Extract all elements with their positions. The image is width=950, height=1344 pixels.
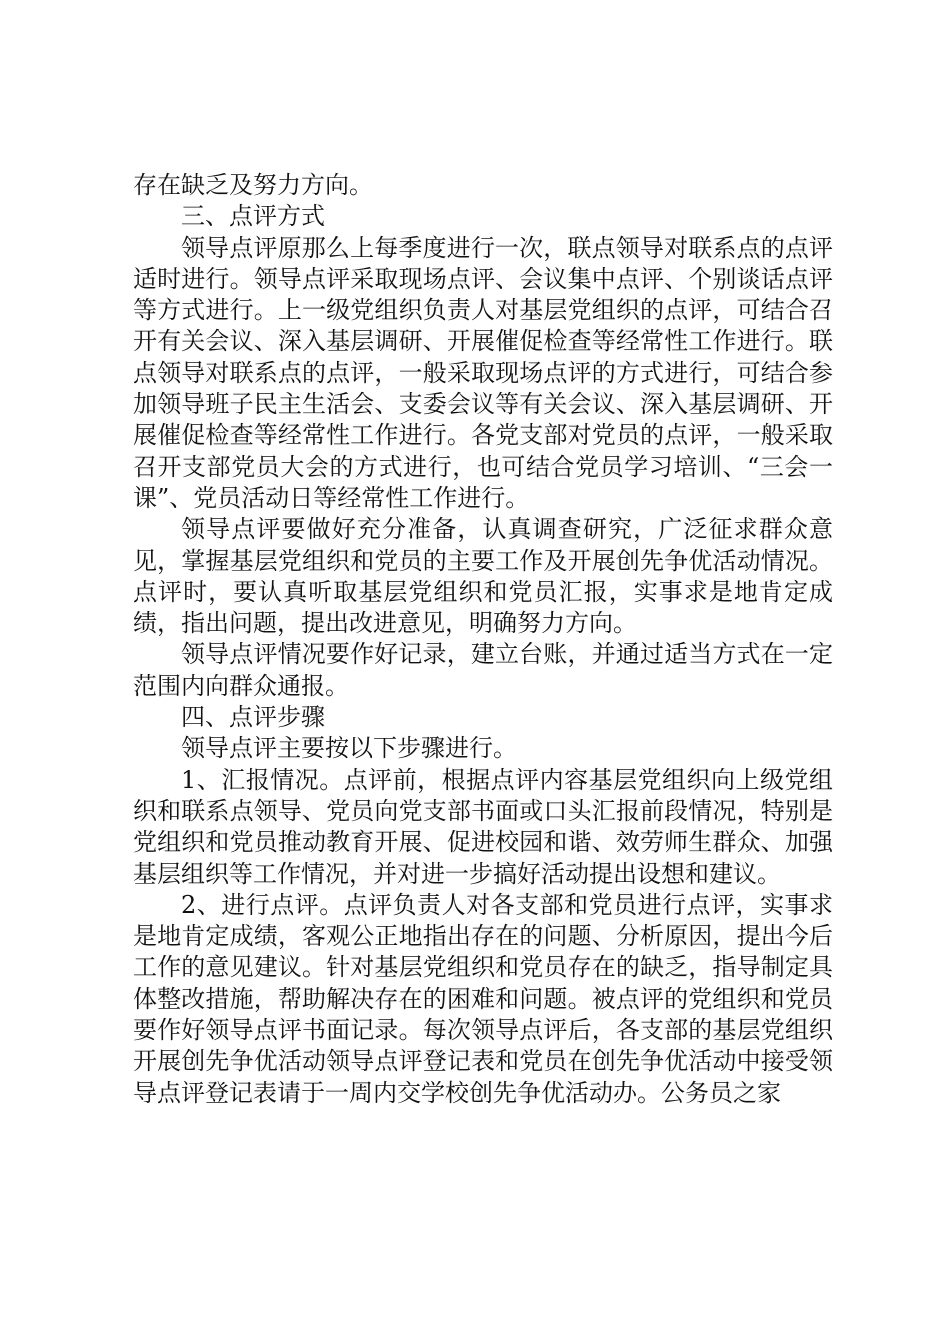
paragraph-steps-intro: 领导点评主要按以下步骤进行。 — [181, 734, 517, 763]
paragraph-continuation: 存在缺乏及努力方向。 — [133, 171, 373, 199]
section-heading-review-steps: 四、点评步骤 — [181, 703, 325, 732]
paragraph-review-records: 领导点评情况要作好记录，建立台账，并通过适当方式在一定范围内向群众通报。 — [133, 640, 833, 700]
section-heading-review-method: 三、点评方式 — [181, 202, 325, 231]
paragraph-review-preparation: 领导点评要做好充分准备，认真调查研究，广泛征求群众意见，掌握基层党组织和党员的主要工作及开展创先争优活动情况。点评时，要认真听取基层党组织和党员汇报，实事求是地肯定成绩，指出问题，提出改进意见，明确努力方向。 — [133, 515, 833, 638]
paragraph-step-review: 2、进行点评。点评负责人对各支部和党员进行点评，实事求是地肯定成绩，客观公正地指出存在的问题、分析原因，提出今后工作的意见建议。针对基层党组织和党员存在的缺乏，指导制定具体整改措施，帮助解决存在的困难和问题。被点评的党组织和党员要作好领导点评书面记录。每次领导点评后，各支部的基层党组织开展创先争优活动领导点评登记表和党员在创先争优活动中接受领导点评登记表请于一周内交学校创先争优活动办。公务员之家 — [133, 890, 833, 1107]
paragraph-step-report: 1、汇报情况。点评前，根据点评内容基层党组织向上级党组织和联系点领导、党员向党支部书面或口头汇报前段情况，特别是党组织和党员推动教育开展、促进校园和谐、效劳师生群众、加强基层组织等工作情况，并对进一步搞好活动提出设想和建议。 — [133, 765, 833, 888]
document-body — [133, 170, 833, 1109]
paragraph-review-method: 领导点评原那么上每季度进行一次，联点领导对联系点的点评适时进行。领导点评采取现场点评、会议集中点评、个别谈话点评等方式进行。上一级党组织负责人对基层党组织的点评，可结合召开有关会议、深入基层调研、开展催促检查等经常性工作进行。联点领导对联系点的点评，一般采取现场点评的方式进行，可结合参加领导班子民主生活会、支委会议等有关会议、深入基层调研、开展催促检查等经常性工作进行。各党支部对党员的点评，一般采取召开支部党员大会的方式进行，也可结合党员学习培训、“三会一课”、党员活动日等经常性工作进行。 — [133, 233, 833, 512]
